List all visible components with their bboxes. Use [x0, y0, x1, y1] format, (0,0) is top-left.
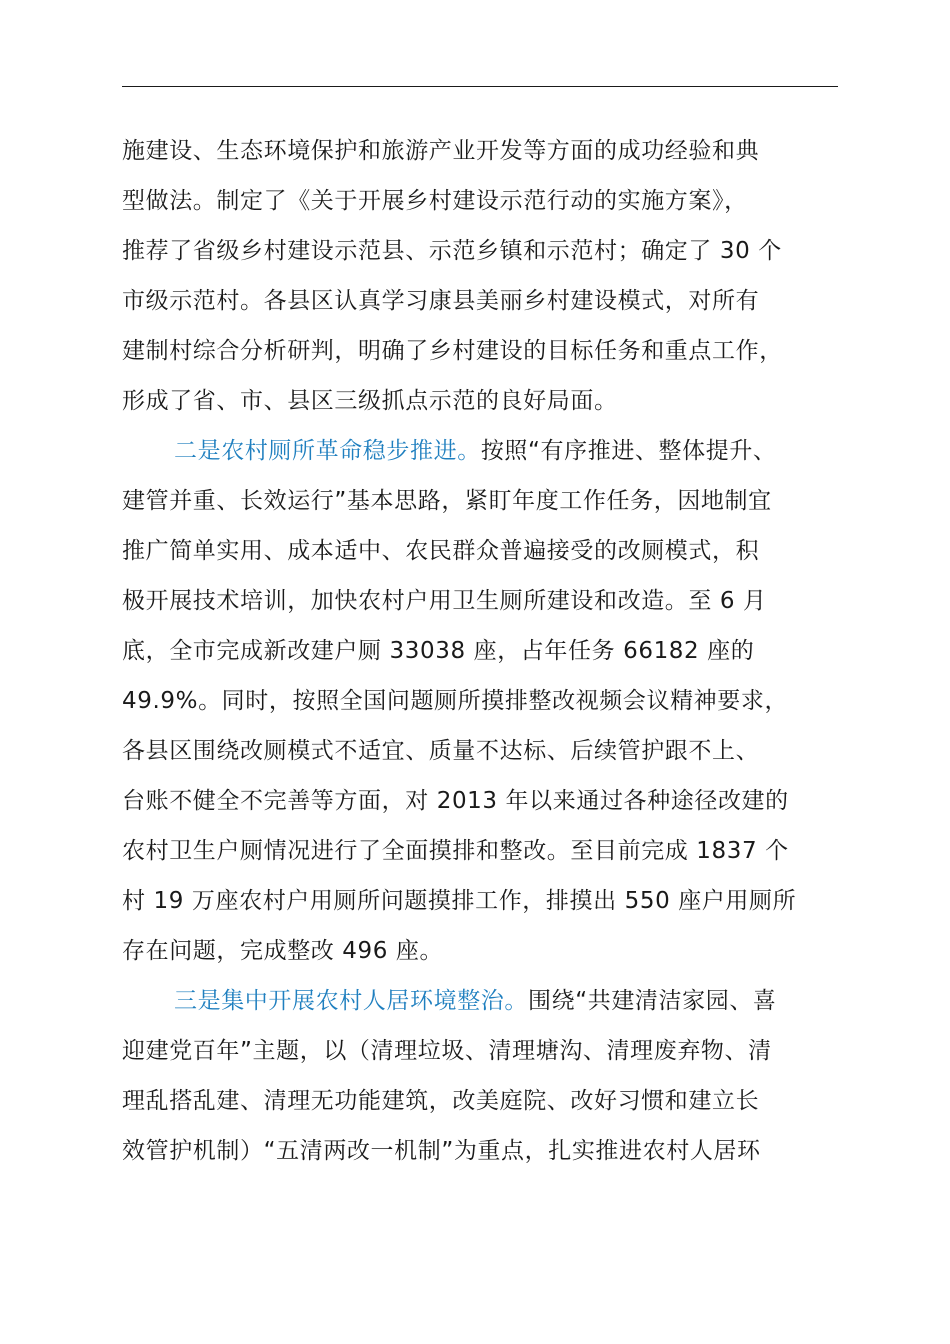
paragraph-line: 台账不健全不完善等方面，对 2013 年以来通过各种途径改建的	[122, 788, 789, 814]
paragraph-1	[122, 126, 862, 426]
paragraph-3	[122, 976, 862, 1176]
paragraph-line: 施建设、生态环境保护和旅游产业开发等方面的成功经验和典	[122, 138, 760, 164]
paragraph-line: 存在问题，完成整改 496 座。	[122, 938, 444, 964]
paragraph-line: 极开展技术培训，加快农村户用卫生厕所建设和改造。至 6 月	[122, 588, 767, 614]
paragraph-line: 49.9%。同时，按照全国问题厕所摸排整改视频会议精神要求，	[122, 688, 789, 714]
section-heading: 三是集中开展农村人居环境整治。	[174, 988, 528, 1014]
paragraph-line: 迎建党百年”主题，以（清理垃圾、清理塘沟、清理废弃物、清	[122, 1038, 772, 1064]
paragraph-line: 各县区围绕改厕模式不适宜、质量不达标、后续管护跟不上、	[122, 738, 760, 764]
paragraph-first-line	[122, 426, 862, 476]
paragraph-line: 建管并重、长效运行”基本思路，紧盯年度工作任务，因地制宜	[122, 488, 772, 514]
paragraph-2	[122, 426, 862, 976]
paragraph-line: 推荐了省级乡村建设示范县、示范乡镇和示范村；确定了 30 个	[122, 238, 782, 264]
paragraph-text: 围绕“共建清洁家园、喜	[528, 988, 777, 1014]
paragraph-line: 理乱搭乱建、清理无功能建筑，改美庭院、改好习惯和建立长	[122, 1088, 760, 1114]
paragraph-line: 市级示范村。各县区认真学习康县美丽乡村建设模式，对所有	[122, 288, 760, 314]
section-heading: 二是农村厕所革命稳步推进。	[174, 438, 481, 464]
paragraph-text: 按照“有序推进、整体提升、	[480, 438, 777, 464]
paragraph-line: 村 19 万座农村户用厕所问题摸排工作，排摸出 550 座户用厕所	[122, 888, 797, 914]
paragraph-line: 效管护机制）“五清两改一机制”为重点，扎实推进农村人居环	[122, 1138, 761, 1164]
paragraph-line: 形成了省、市、县区三级抓点示范的良好局面。	[122, 388, 618, 414]
paragraph-line: 建制村综合分析研判，明确了乡村建设的目标任务和重点工作，	[122, 338, 783, 364]
header-rule	[122, 86, 838, 87]
paragraph-line: 型做法。制定了《关于开展乡村建设示范行动的实施方案》，	[122, 188, 748, 214]
document-body	[122, 126, 862, 1176]
paragraph-line: 推广简单实用、成本适中、农民群众普遍接受的改厕模式，积	[122, 538, 760, 564]
paragraph-first-line	[122, 976, 862, 1026]
paragraph-line: 底，全市完成新改建户厕 33038 座，占年任务 66182 座的	[122, 638, 755, 664]
paragraph-line: 农村卫生户厕情况进行了全面摸排和整改。至目前完成 1837 个	[122, 838, 789, 864]
